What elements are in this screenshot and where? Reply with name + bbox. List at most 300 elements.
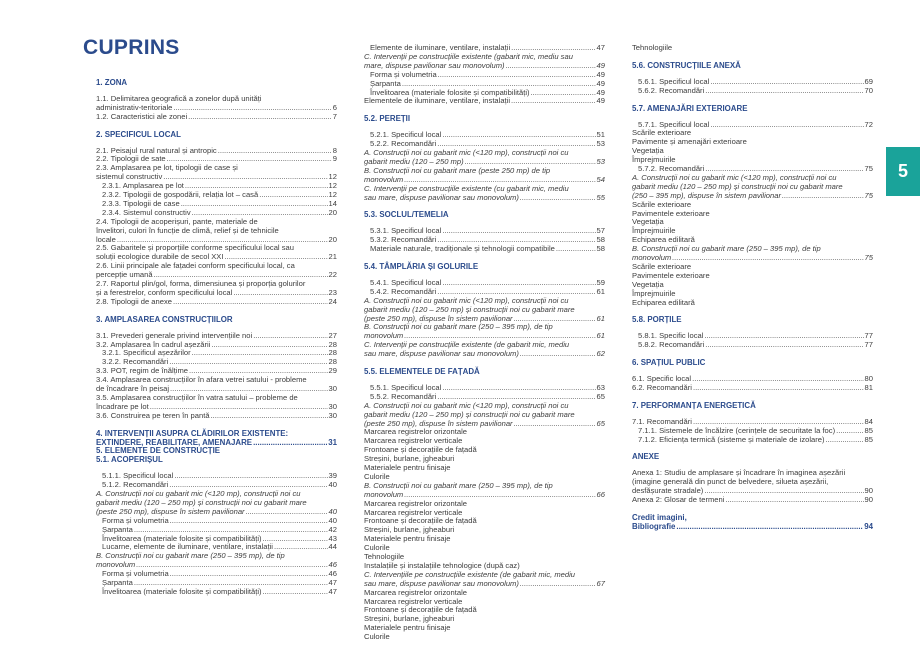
toc-entry <box>102 542 337 551</box>
toc-heading: Credit imagini, <box>632 512 687 522</box>
toc-entry: C. Intervenții pe construcțiile existente (gabarit mic, mediu sau <box>364 51 573 61</box>
toc-page-number: 70 <box>864 85 873 95</box>
toc-entry <box>364 579 605 588</box>
dot-leader <box>117 235 328 244</box>
toc-entry-text: sau mare, dispuse pavilionar sau monovolum) <box>364 192 519 202</box>
dot-leader <box>170 384 328 393</box>
toc-entry-text: EXTINDERE, REABILITARE, AMENAJARE <box>96 437 253 447</box>
toc-entry-text: Forma și volumetria <box>370 69 437 79</box>
toc-heading: 7. PERFORMANȚA ENERGETICĂ <box>632 400 756 410</box>
toc-entry <box>96 384 337 393</box>
toc-entry: gabarit mediu (120 – 250 mp) și construcții noi cu gabarit mare <box>96 497 307 507</box>
toc-entry-text: monovolum <box>364 174 404 184</box>
toc-entry-text: 7.1. Recomandări <box>632 416 692 426</box>
dot-leader <box>211 411 328 420</box>
toc-page-number: 44 <box>328 542 337 552</box>
toc-page-number: 12 <box>328 172 337 182</box>
toc-entry <box>102 480 337 489</box>
toc-heading: 5.3. SOCLUL/TEMELIA <box>364 210 449 220</box>
page-title: CUPRINS <box>83 36 180 59</box>
toc-entry-text: Învelitoarea (materiale folosite și compatibilități) <box>370 87 530 97</box>
dot-leader <box>705 164 863 173</box>
toc-entry <box>96 235 337 244</box>
toc-entry: Tehnologiile <box>364 552 405 561</box>
toc-entry-text: Învelitoarea (materiale folosite și compatibilități) <box>102 533 262 543</box>
toc-page-number: 59 <box>596 277 605 287</box>
toc-entry-text: 5.4.1. Specificul local <box>370 277 442 287</box>
dot-leader <box>188 112 332 121</box>
toc-heading <box>96 438 337 447</box>
toc-entry-text: 5.7.2. Recomandări <box>638 164 705 173</box>
dot-leader <box>154 270 328 279</box>
toc-entry-text: Materiale naturale, tradiționale și tehnologii compatibile <box>370 244 555 254</box>
toc-page-number: 77 <box>864 340 873 350</box>
toc-entry <box>96 411 337 420</box>
toc-entry: Marcarea registrelor verticale <box>364 507 463 517</box>
dot-leader <box>531 88 596 97</box>
toc-page-number: 75 <box>864 190 873 200</box>
dot-leader <box>782 191 864 200</box>
dot-leader <box>511 96 596 105</box>
toc-heading: 4. INTERVENȚII ASUPRA CLĂDIRILOR EXISTENTE: <box>96 428 289 438</box>
toc-entry: Vegetația <box>632 279 664 289</box>
toc-page-number: 30 <box>328 410 337 420</box>
dot-leader <box>705 86 863 95</box>
dot-leader <box>189 366 328 375</box>
toc-page-number: 58 <box>596 244 605 254</box>
toc-entry-text: 5.5.1. Specificul local <box>370 382 442 392</box>
toc-page-number: 31 <box>328 437 337 447</box>
toc-entry <box>370 392 605 401</box>
dot-leader <box>274 542 328 551</box>
toc-entry: Scările exterioare <box>632 199 692 209</box>
toc-entry <box>364 175 605 184</box>
toc-entry: Materialele pentru finisaje <box>364 534 451 544</box>
toc-entry: Frontoane și decorațiile de fațadă <box>364 445 477 455</box>
toc-entry-text: Șarpanta <box>102 578 133 587</box>
dot-leader <box>263 534 328 543</box>
toc-entry <box>96 172 337 181</box>
toc-entry-text: Forma și volumetria <box>102 569 169 579</box>
toc-entry: B. Construcții noi cu gabarit mare (250 – 395 mp), de tip <box>632 244 821 254</box>
toc-entry: B. Construcții noi cu gabarit mare (250 – 395 mp), de tip <box>364 322 553 332</box>
toc-entry <box>96 340 337 349</box>
toc-entry: Tehnologiile <box>632 43 673 52</box>
toc-entry <box>102 525 337 534</box>
dot-leader <box>710 77 863 86</box>
dot-leader <box>173 103 331 112</box>
toc-page-number: 90 <box>864 495 873 504</box>
toc-entry-text: desfășurate stradale) <box>632 486 704 496</box>
toc-entry-text: Elementele de iluminare, ventilare, instalații <box>364 96 511 106</box>
dot-leader <box>173 297 328 306</box>
toc-entry <box>102 190 337 199</box>
toc-heading <box>632 522 873 531</box>
toc-entry <box>638 426 873 435</box>
dot-leader <box>253 438 327 447</box>
toc-entry: Marcarea registrelor orizontale <box>364 427 467 437</box>
toc-heading: 5.5. ELEMENTELE DE FAȚADĂ <box>364 367 480 376</box>
toc-entry-text: Bibliografie <box>632 521 676 531</box>
dot-leader <box>438 70 596 79</box>
toc-entry <box>370 43 605 52</box>
toc-entry <box>364 349 605 358</box>
toc-entry-text: 2.8. Tipologii de anexe <box>96 296 172 306</box>
toc-entry <box>638 331 873 340</box>
toc-entry <box>632 191 873 200</box>
toc-entry <box>632 253 873 262</box>
toc-entry-text: 5.2.1. Specificul local <box>370 130 442 140</box>
toc-entry-text: 3.1. Prevederi generale privind intervențiile noi <box>96 330 253 340</box>
toc-entry: Pavimentele exterioare <box>632 270 710 280</box>
toc-entry <box>370 139 605 148</box>
toc-page-number: 9 <box>332 154 337 164</box>
toc-entry-text: sau mare, dispuse pavilionar sau monovolum) <box>364 349 519 359</box>
toc-entry <box>96 270 337 279</box>
dot-leader <box>692 374 863 383</box>
dot-leader <box>163 172 327 181</box>
toc-page-number: 58 <box>596 235 605 245</box>
dot-leader <box>725 495 863 504</box>
toc-entry: Pavimentele exterioare <box>632 208 710 218</box>
toc-page-number: 49 <box>596 60 605 70</box>
dot-leader <box>211 340 327 349</box>
dot-leader <box>259 190 327 199</box>
toc-entry-text: 2.2. Tipologii de sate <box>96 154 166 164</box>
toc-entry <box>370 88 605 97</box>
toc-page-number: 61 <box>596 286 605 296</box>
toc-entry: A. Construcții noi cu gabarit mic (<120 mp), construcții noi cu <box>96 489 301 498</box>
dot-leader <box>676 522 863 531</box>
toc-page-number: 6 <box>332 102 337 112</box>
toc-page-number: 57 <box>596 226 605 236</box>
toc-heading: 5. ELEMENTE DE CONSTRUCȚIE <box>96 446 221 456</box>
toc-heading: ANEXE <box>632 452 660 462</box>
toc-page-number: 75 <box>864 253 873 262</box>
toc-entry <box>364 157 605 166</box>
toc-page-number: 23 <box>328 287 337 297</box>
dot-leader <box>170 516 328 525</box>
toc-entry-text: 5.4.2. Recomandări <box>370 286 437 296</box>
toc-entry-text: administrativ-teritoriale <box>96 102 173 112</box>
toc-heading: 6. SPAȚIUL PUBLIC <box>632 358 706 368</box>
toc-entry <box>96 252 337 261</box>
dot-leader <box>404 490 595 499</box>
toc-entry-text: (peste 250 mp), dispuse în sistem pavilionar <box>364 313 513 323</box>
toc-page-number: 46 <box>328 569 337 579</box>
toc-page-number: 94 <box>864 521 873 531</box>
dot-leader <box>134 578 328 587</box>
toc-entry <box>632 495 873 504</box>
toc-entry: 1.1. Delimitarea geografică a zonelor după unități <box>96 93 262 103</box>
toc-page-number: 28 <box>328 348 337 358</box>
toc-entry <box>370 130 605 139</box>
dot-leader <box>556 244 596 253</box>
toc-entry: (imagine generală din punct de belvedere, silueta așezării, <box>632 477 829 487</box>
toc-page-number: 62 <box>596 349 605 359</box>
toc-heading: 5.2. PEREȚII <box>364 114 411 124</box>
toc-page-number: 12 <box>328 190 337 199</box>
toc-page-number: 85 <box>864 425 873 435</box>
toc-entry: Materialele pentru finisaje <box>364 463 451 472</box>
toc-entry: 3.4. Amplasarea construcțiilor în afara vetrei satului - probleme <box>96 375 307 385</box>
dot-leader <box>402 79 596 88</box>
toc-entry-text: monovolum <box>632 253 672 262</box>
toc-entry: Scările exterioare <box>632 128 692 138</box>
toc-entry-text: Șarpanta <box>370 78 401 88</box>
toc-entry-text: 3.2.1. Specificul așezărilor <box>102 348 191 358</box>
toc-entry: Materialele pentru finisaje <box>364 623 451 633</box>
toc-entry: Instalațiile și instalațiile tehnologice (după caz) <box>364 560 520 570</box>
toc-entry: Frontoane și decorațiile de fațadă <box>364 605 477 615</box>
toc-entry <box>638 164 873 173</box>
toc-entry: învelitori, culori în funcție de climă, relief și de tehnicile <box>96 225 279 235</box>
toc-entry-text: încadrare pe lot <box>96 401 149 411</box>
toc-entry-text: 5.1.2. Recomandări <box>102 480 169 490</box>
toc-entry-text: 5.3.2. Recomandări <box>370 235 437 245</box>
toc-entry: Streșini, burlane, jgheaburi <box>364 614 455 624</box>
toc-entry: Streșini, burlane, jgheaburi <box>364 454 455 464</box>
toc-page-number: 30 <box>328 384 337 393</box>
dot-leader <box>693 417 864 426</box>
toc-page-number: 66 <box>596 489 605 499</box>
toc-heading: 3. AMPLASAREA CONSTRUCȚIILOR <box>96 314 233 324</box>
dot-leader <box>167 154 332 163</box>
toc-page-number: 49 <box>596 96 605 106</box>
toc-entry <box>370 235 605 244</box>
toc-entry-text: Anexa 2: Glosar de termeni <box>632 495 725 504</box>
dot-leader <box>520 349 596 358</box>
toc-entry-text: mare, dispuse pavilionar sau monovolum) <box>364 60 505 70</box>
toc-page-number: 65 <box>596 418 605 428</box>
toc-entry <box>96 560 337 569</box>
toc-page-number: 55 <box>596 192 605 202</box>
toc-entry <box>638 86 873 95</box>
toc-entry <box>364 314 605 323</box>
toc-entry-text: 7.1.1. Sistemele de încălzire (cerințele de securitate la foc) <box>638 425 836 435</box>
toc-page-number: 42 <box>328 524 337 534</box>
toc-page-number: 21 <box>328 252 337 262</box>
toc-entry: Vegetația <box>632 146 664 156</box>
toc-entry: Culorile <box>364 632 390 642</box>
toc-entry-text: Forma și volumetria <box>102 515 169 525</box>
dot-leader <box>710 120 863 129</box>
dot-leader <box>404 331 595 340</box>
toc-entry-text: și a ferestrelor, conform specificului local <box>96 287 233 297</box>
toc-entry <box>96 402 337 411</box>
toc-entry: Echiparea edilitară <box>632 235 695 245</box>
toc-entry-text: monovolum <box>364 489 404 499</box>
toc-entry-text: Învelitoarea (materiale folosite și compatibilități) <box>102 586 262 596</box>
toc-entry <box>632 383 873 392</box>
toc-page-number: 51 <box>596 130 605 140</box>
toc-entry: gabarit mediu (120 – 250 mp) și construcții noi cu gabarit mare <box>364 304 575 314</box>
dot-leader <box>437 235 595 244</box>
toc-entry <box>102 199 337 208</box>
toc-entry <box>102 516 337 525</box>
toc-heading: 5.4. TÂMPLĂRIA ȘI GOLURILE <box>364 262 479 271</box>
dot-leader <box>437 287 595 296</box>
toc-entry <box>370 226 605 235</box>
dot-leader <box>404 175 595 184</box>
toc-page-number: 85 <box>864 434 873 444</box>
toc-page-number: 47 <box>328 578 337 587</box>
dot-leader <box>181 199 328 208</box>
toc-entry-text: 5.7.1. Specificul local <box>638 119 710 129</box>
dot-leader <box>192 348 328 357</box>
toc-entry-text: 5.1.1. Specificul local <box>102 471 174 481</box>
toc-entry <box>96 112 337 121</box>
toc-entry <box>364 193 605 202</box>
toc-heading: 5.8. PORȚILE <box>632 315 682 325</box>
toc-entry-text: 2.3.4. Sistemul constructiv <box>102 207 191 217</box>
toc-page-number: 47 <box>328 586 337 596</box>
toc-entry <box>370 79 605 88</box>
toc-entry: B. Construcții noi cu gabarit mare (250 – 395 mp), de tip <box>364 480 553 490</box>
toc-entry <box>96 154 337 163</box>
dot-leader <box>169 480 327 489</box>
dot-leader <box>442 383 595 392</box>
toc-entry <box>96 331 337 340</box>
toc-page-number: 8 <box>332 145 337 155</box>
toc-heading: 5.7. AMENAJĂRI EXTERIOARE <box>632 103 748 113</box>
toc-entry: 2.3. Amplasarea pe lot, tipologii de case și <box>96 163 238 173</box>
toc-entry-text: percepție umană <box>96 270 153 280</box>
toc-heading: 5.6. CONSTRUCȚIILE ANEXĂ <box>632 60 741 70</box>
toc-entry <box>638 435 873 444</box>
toc-page-number: 49 <box>596 69 605 79</box>
toc-entry-text: Elemente de iluminare, ventilare, instalații <box>370 43 511 52</box>
toc-page-number: 53 <box>596 139 605 149</box>
toc-page-number: 72 <box>864 119 873 129</box>
toc-entry: A. Construcții noi cu gabarit mic (<120 mp), construcții noi cu <box>364 148 569 157</box>
toc-page-number: 39 <box>328 471 337 481</box>
toc-entry-text: 5.2.2. Recomandări <box>370 139 437 149</box>
dot-leader <box>704 331 863 340</box>
toc-page-number: 43 <box>328 533 337 543</box>
toc-page-number: 30 <box>328 401 337 411</box>
toc-entry <box>638 120 873 129</box>
toc-entry <box>364 490 605 499</box>
toc-entry: Echiparea edilitară <box>632 297 695 307</box>
dot-leader <box>170 569 328 578</box>
toc-entry <box>96 103 337 112</box>
toc-page-number: 84 <box>864 416 873 426</box>
toc-entry-text: (peste 250 mp), dispuse în sistem pavilionar <box>96 506 245 516</box>
dot-leader <box>218 146 332 155</box>
toc-entry <box>102 348 337 357</box>
toc-entry <box>632 486 873 495</box>
toc-entry: 3.5. Amplasarea construcțiilor în vatra satului – probleme de <box>96 392 298 402</box>
dot-leader <box>442 226 595 235</box>
toc-entry-text: locale <box>96 234 116 244</box>
toc-entry <box>96 507 337 516</box>
toc-entry-text: (250 – 395 mp), dispuse în sistem pavilionar <box>632 190 781 200</box>
dot-leader <box>246 507 328 516</box>
toc-entry <box>638 340 873 349</box>
toc-page-number: 40 <box>328 515 337 525</box>
toc-entry: Scările exterioare <box>632 261 692 271</box>
toc-entry <box>102 181 337 190</box>
dot-leader <box>465 157 596 166</box>
dot-leader <box>150 402 328 411</box>
toc-entry <box>632 374 873 383</box>
toc-entry-text: 5.3.1. Specificul local <box>370 226 442 236</box>
toc-entry <box>102 471 337 480</box>
toc-entry: A. Construcții noi cu gabarit mic (<120 mp), construcții noi cu <box>364 400 569 410</box>
dot-leader <box>520 193 596 202</box>
toc-entry <box>96 288 337 297</box>
toc-entry <box>96 146 337 155</box>
toc-entry: gabarit mediu (120 – 250 mp) și construcții noi cu gabarit mare <box>364 409 575 419</box>
toc-page-number: 67 <box>596 578 605 588</box>
toc-entry: Vegetația <box>632 217 664 227</box>
toc-entry <box>102 357 337 366</box>
toc-entry <box>364 61 605 70</box>
toc-entry-text: (peste 250 mp), dispuse în sistem pavilionar <box>364 418 513 428</box>
dot-leader <box>693 383 864 392</box>
toc-entry-text: 6.2. Recomandări <box>632 382 692 392</box>
toc-entry-text: 3.6. Construirea pe teren în pantă <box>96 410 210 420</box>
dot-leader <box>185 181 328 190</box>
toc-entry <box>370 278 605 287</box>
toc-entry <box>102 587 337 596</box>
toc-entry: Împrejmuirile <box>632 226 676 236</box>
toc-entry: Marcarea registrelor orizontale <box>364 498 467 508</box>
toc-entry-text: monovolum <box>364 331 404 341</box>
toc-entry-text: sau mare, dispuse pavilionar sau monovolum) <box>364 578 519 588</box>
toc-page-number: 49 <box>596 87 605 97</box>
toc-entry <box>102 208 337 217</box>
toc-entry-text: 3.2. Amplasarea în cadrul așezării <box>96 339 211 349</box>
dot-leader <box>442 278 595 287</box>
dot-leader <box>136 560 327 569</box>
toc-page-number: 90 <box>864 486 873 496</box>
toc-page-number: 40 <box>328 480 337 490</box>
dot-leader <box>442 130 595 139</box>
toc-entry: Culorile <box>364 543 390 553</box>
dot-leader <box>233 288 327 297</box>
toc-entry-text: sistemul constructiv <box>96 172 163 182</box>
toc-entry-text: 3.2.2. Recomandări <box>102 357 169 367</box>
toc-page-number: 29 <box>328 366 337 376</box>
toc-entry-text: 3.3. POT, regim de înălțime <box>96 366 189 376</box>
dot-leader <box>705 340 863 349</box>
toc-entry <box>632 417 873 426</box>
toc-entry-text: 2.3.2. Tipologii de gospodării, relația lot – casă <box>102 190 259 199</box>
toc-page-number: 28 <box>328 357 337 367</box>
toc-entry: Împrejmuirile <box>632 288 676 298</box>
toc-page-number: 77 <box>864 331 873 341</box>
toc-entry: Streșini, burlane, jgheaburi <box>364 525 455 535</box>
toc-entry <box>102 578 337 587</box>
toc-entry: Pavimente și amenajări exterioare <box>632 137 747 147</box>
dot-leader <box>704 486 863 495</box>
toc-page-number: 14 <box>328 198 337 208</box>
toc-entry <box>102 534 337 543</box>
dot-leader <box>511 43 595 52</box>
toc-entry: Anexa 1: Studiu de amplasare și încadrare în imaginea așezării <box>632 468 846 478</box>
dot-leader <box>437 392 595 401</box>
toc-entry <box>102 569 337 578</box>
dot-leader <box>514 419 596 428</box>
dot-leader <box>506 61 596 70</box>
toc-entry-text: gabarit mediu (120 – 250 mp) <box>364 156 464 166</box>
toc-entry-text: 1.2. Caracteristici ale zonei <box>96 111 188 121</box>
toc-page-number: 46 <box>328 560 337 570</box>
toc-entry-text: soluții ecologice durabile de secol XXI <box>96 252 224 262</box>
dot-leader <box>134 525 328 534</box>
